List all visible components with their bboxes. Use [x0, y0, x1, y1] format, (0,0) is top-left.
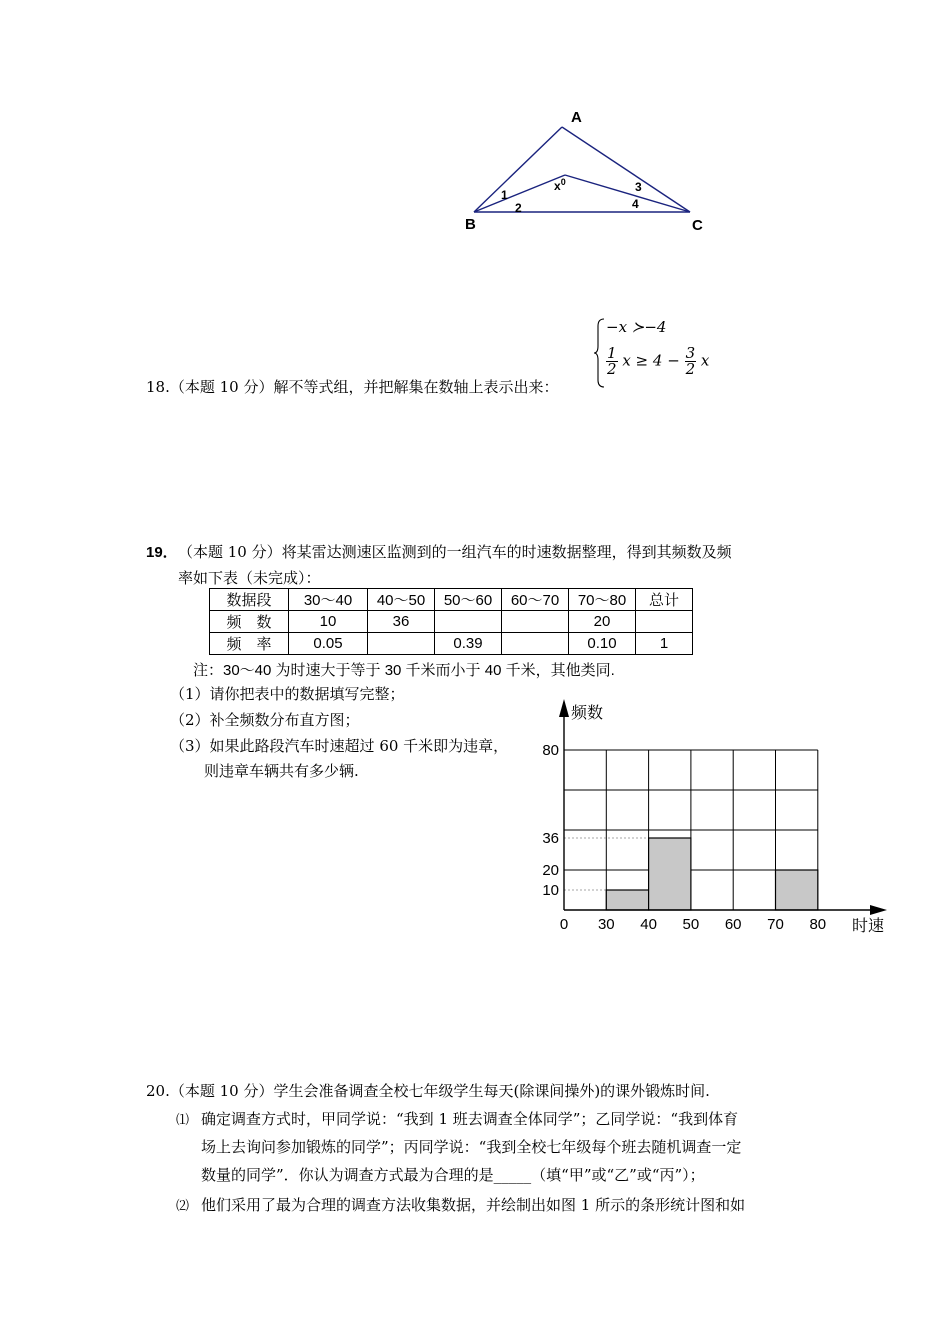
table-cell	[636, 611, 693, 633]
q20-p1-line1: 确定调查方式时，甲同学说：“我到 1 班去调查全体同学”；乙同学说：“我到体育	[201, 1110, 739, 1128]
vertex-a: A	[571, 109, 582, 126]
table-cell	[368, 633, 435, 655]
table-header: 总计	[636, 589, 693, 611]
angle-3: 3	[635, 180, 642, 194]
table-cell: 频 数	[210, 611, 289, 633]
angle-4: 4	[632, 197, 639, 211]
q20-p1-line3: 数量的同学”．你认为调查方式最为合理的是_____（填“甲”或“乙”或“丙”）；	[201, 1166, 705, 1184]
q19-sub3a: （3）如果此路段汽车时速超过 60 千米即为违章，	[170, 737, 509, 755]
table-header: 30～40	[289, 589, 368, 611]
table-header-row	[210, 589, 693, 611]
y-tick-label: 80	[542, 742, 559, 759]
q19-note: 注：30～40 为时速大于等于 30 千米而小于 40 千米，其他类同.	[193, 662, 615, 679]
table-cell: 1	[636, 633, 693, 655]
q20-p2-line1: 他们采用了最为合理的调查方法收集数据，并绘制出如图 1 所示的条形统计图和如	[201, 1196, 746, 1214]
histogram-bar	[606, 890, 648, 910]
x-tick-label: 50	[682, 916, 700, 933]
table-cell: 0.10	[569, 633, 636, 655]
table-cell	[502, 611, 569, 633]
q18-text: 18.（本题 10 分）解不等式组，并把解集在数轴上表示出来：	[146, 378, 559, 396]
table-row	[210, 633, 693, 655]
table-cell: 频 率	[210, 633, 289, 655]
vertex-c: C	[692, 217, 703, 234]
q19-sub2: （2）补全频数分布直方图；	[170, 711, 360, 729]
inequality-1: −x ≻−4	[606, 318, 667, 336]
x-tick-label: 60	[724, 916, 742, 933]
x-axis-title: 时速	[852, 918, 885, 935]
histogram-bar	[776, 870, 818, 910]
table-cell: 10	[289, 611, 368, 633]
x-tick-label: 40	[640, 916, 657, 933]
table-cell: 0.39	[435, 633, 502, 655]
y-axis-title: 频数	[571, 705, 604, 722]
triangle-figure	[455, 105, 715, 240]
q19-line1: （本题 10 分）将某雷达测速区监测到的一组汽车的时速数据整理，得到其频数及频	[178, 543, 732, 561]
q19-sub1: （1）请你把表中的数据填写完整；	[170, 685, 405, 703]
angle-2: 2	[515, 201, 522, 215]
inequality-2: $\frac{1}{2}$ x ≥ 4 − $\frac{3}{2}$ x	[607, 344, 710, 378]
x-tick-label: 80	[809, 916, 827, 933]
table-header: 60～70	[502, 589, 569, 611]
q20-line1: 20.（本题 10 分）学生会准备调查全校七年级学生每天(除课间操外)的课外锻炼时间.	[146, 1082, 710, 1100]
q19-line2: 率如下表（未完成）：	[178, 569, 321, 587]
x-tick-label: 30	[597, 916, 615, 933]
frequency-table	[209, 588, 693, 655]
table-header: 数据段	[210, 589, 289, 611]
angle-x: $x^0$	[554, 177, 566, 193]
q19-sub3b: 则违章车辆共有多少辆.	[204, 762, 359, 780]
x-axis-arrow	[870, 905, 887, 915]
q20-p1-line2: 场上去询问参加锻炼的同学”；丙同学说：“我到全校七年级每个班去随机调查一定	[201, 1138, 742, 1156]
y-tick-label: 36	[542, 830, 559, 847]
y-tick-label: 10	[542, 882, 559, 899]
table-cell: 20	[569, 611, 636, 633]
table-cell: 0.05	[289, 633, 368, 655]
table-cell	[435, 611, 502, 633]
table-header: 40～50	[368, 589, 435, 611]
side-ab	[474, 127, 562, 212]
x-tick-label: 0	[559, 916, 569, 933]
angle-1: 1	[501, 188, 508, 202]
q20-p1-number: ⑴	[176, 1113, 190, 1128]
table-header: 70～80	[569, 589, 636, 611]
q20-p2-number: ⑵	[176, 1199, 190, 1214]
x-tick-label: 70	[767, 916, 784, 933]
histogram-bar	[649, 838, 691, 910]
table-cell	[502, 633, 569, 655]
y-axis-arrow	[559, 699, 569, 717]
table-header: 50～60	[435, 589, 502, 611]
y-tick-label: 20	[542, 862, 559, 879]
q19-number: 19．	[146, 544, 178, 561]
histogram-chart	[525, 695, 895, 945]
side-ac	[562, 127, 690, 212]
vertex-b: B	[465, 216, 476, 233]
table-row	[210, 611, 693, 633]
table-cell: 36	[368, 611, 435, 633]
system-brace	[594, 318, 606, 388]
segment-co	[565, 175, 690, 212]
